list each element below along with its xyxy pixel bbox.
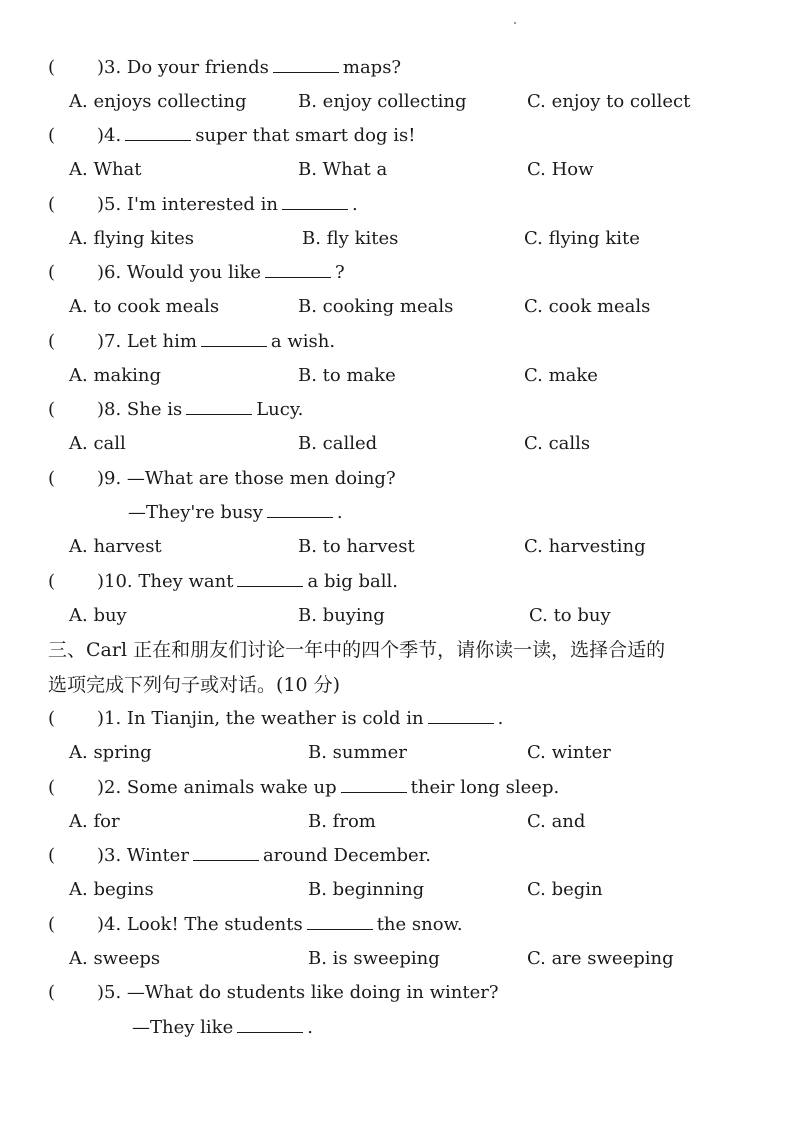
answer-blank — [237, 1014, 303, 1033]
answer-paren: ( — [48, 125, 56, 146]
answer-blank — [125, 122, 191, 141]
option-c: C. are sweeping — [527, 948, 674, 969]
option-b: B. to harvest — [298, 536, 415, 557]
option-b: B. beginning — [308, 879, 425, 900]
answer-blank — [307, 911, 373, 930]
question-text — [97, 256, 345, 290]
answer-blank — [186, 396, 252, 415]
answer-blank — [341, 774, 407, 793]
question-text — [97, 908, 463, 942]
answer-paren: ( — [48, 708, 56, 729]
dialogue-reply — [132, 1011, 313, 1045]
question-stem: )3. Do your friends — [97, 57, 269, 78]
answer-blank — [201, 328, 267, 347]
answer-blank — [428, 705, 494, 724]
question-stem: )5. I'm interested in — [97, 194, 278, 215]
option-a: A. enjoys collecting — [69, 91, 247, 112]
question-text: )9. —What are those men doing? — [97, 468, 396, 489]
question-text: )5. —What do students like doing in winter? — [97, 982, 499, 1003]
option-b: B. fly kites — [302, 228, 399, 249]
option-b: B. What a — [298, 159, 388, 180]
question-tail: . — [307, 1017, 313, 1038]
option-a: A. making — [69, 365, 162, 386]
dialogue-reply — [128, 496, 343, 530]
option-c: C. How — [527, 159, 594, 180]
option-c: C. make — [524, 365, 598, 386]
option-a: A. harvest — [69, 536, 162, 557]
option-c: C. flying kite — [524, 228, 640, 249]
section-heading: 三、Carl 正在和朋友们讨论一年中的四个季节，请你读一读，选择合适的 — [48, 639, 666, 661]
answer-paren: ( — [48, 571, 56, 592]
question-text — [97, 565, 398, 599]
question-text — [97, 51, 401, 85]
question-stem: )8. She is — [97, 399, 183, 420]
option-b: B. enjoy collecting — [298, 91, 467, 112]
option-c: C. begin — [527, 879, 603, 900]
answer-paren: ( — [48, 914, 56, 935]
option-b: B. cooking meals — [298, 296, 454, 317]
option-c: C. calls — [524, 433, 591, 454]
question-text — [97, 188, 358, 222]
answer-paren: ( — [48, 57, 56, 78]
option-b: B. summer — [308, 742, 407, 763]
option-b: B. to make — [298, 365, 396, 386]
answer-paren: ( — [48, 777, 56, 798]
question-text — [97, 393, 303, 427]
answer-blank — [267, 499, 333, 518]
question-stem: )4. — [97, 125, 122, 146]
option-a: A. to cook meals — [69, 296, 220, 317]
question-stem: )4. Look! The students — [97, 914, 303, 935]
answer-blank — [265, 259, 331, 278]
answer-blank — [193, 842, 259, 861]
question-tail: a wish. — [270, 331, 336, 352]
question-stem: )6. Would you like — [97, 262, 262, 283]
option-a: A. buy — [69, 605, 127, 626]
option-c: C. cook meals — [524, 296, 651, 317]
question-tail: maps? — [342, 57, 402, 78]
question-text — [97, 702, 503, 736]
question-text — [97, 119, 415, 153]
option-b: B. is sweeping — [308, 948, 440, 969]
answer-paren: ( — [48, 331, 56, 352]
question-stem: )1. In Tianjin, the weather is cold in — [97, 708, 424, 729]
question-tail: ? — [335, 262, 345, 283]
question-stem: )7. Let him — [97, 331, 197, 352]
question-stem: —They like — [132, 1017, 234, 1038]
answer-blank — [237, 568, 303, 587]
section-heading-cont: 选项完成下列句子或对话。(10 分) — [48, 674, 341, 696]
option-b: B. from — [308, 811, 376, 832]
question-stem: )10. They want — [97, 571, 234, 592]
option-a: A. begins — [69, 879, 154, 900]
option-a: A. What — [69, 159, 142, 180]
question-text — [97, 325, 335, 359]
scan-speck — [514, 22, 516, 24]
question-tail: a big ball. — [307, 571, 398, 592]
question-stem: )3. Winter — [97, 845, 189, 866]
option-c: C. harvesting — [524, 536, 646, 557]
question-text — [97, 839, 431, 873]
option-a: A. for — [69, 811, 120, 832]
question-stem: )2. Some animals wake up — [97, 777, 337, 798]
answer-paren: ( — [48, 982, 56, 1003]
option-c: C. winter — [527, 742, 611, 763]
answer-paren: ( — [48, 468, 56, 489]
option-c: C. to buy — [529, 605, 611, 626]
answer-blank — [282, 191, 348, 210]
option-b: B. called — [298, 433, 378, 454]
option-a: A. call — [69, 433, 126, 454]
question-stem: —They're busy — [128, 502, 263, 523]
question-tail: the snow. — [376, 914, 463, 935]
question-tail: Lucy. — [256, 399, 304, 420]
option-b: B. buying — [298, 605, 385, 626]
option-c: C. and — [527, 811, 586, 832]
question-tail: their long sleep. — [410, 777, 560, 798]
option-c: C. enjoy to collect — [527, 91, 691, 112]
question-tail: . — [351, 194, 358, 215]
question-tail: . — [336, 502, 343, 523]
answer-paren: ( — [48, 845, 56, 866]
answer-paren: ( — [48, 399, 56, 420]
question-tail: around December. — [262, 845, 431, 866]
option-a: A. sweeps — [69, 948, 161, 969]
question-tail: . — [497, 708, 504, 729]
option-a: A. flying kites — [69, 228, 194, 249]
question-tail: super that smart dog is! — [195, 125, 416, 146]
answer-blank — [273, 54, 339, 73]
answer-paren: ( — [48, 194, 56, 215]
question-text — [97, 771, 559, 805]
answer-paren: ( — [48, 262, 56, 283]
option-a: A. spring — [69, 742, 152, 763]
